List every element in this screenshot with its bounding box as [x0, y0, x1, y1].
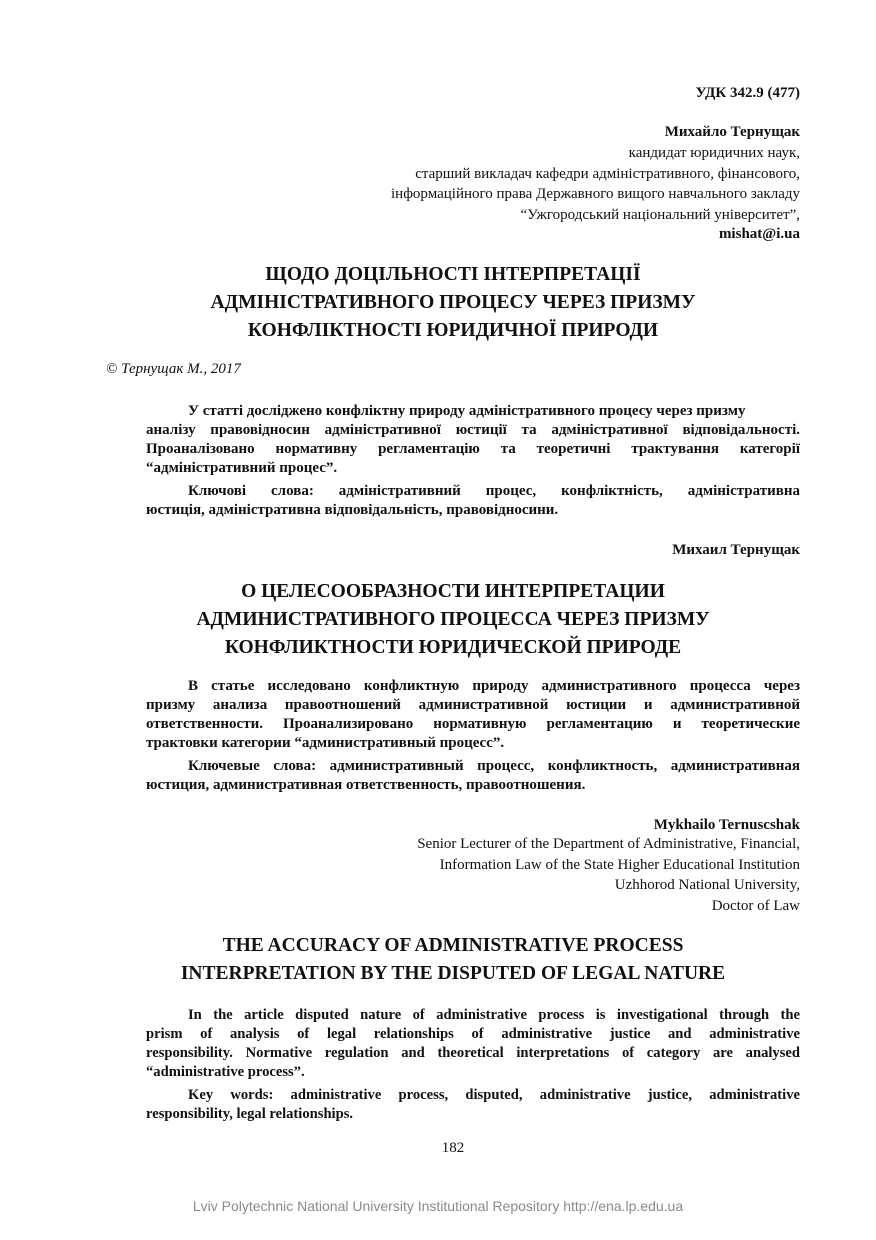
- keywords-line: Ключові слова: адміністративний процес, конфліктність, адміністративна: [188, 483, 800, 499]
- keywords-line: responsibility, legal relationships.: [146, 1106, 354, 1122]
- keywords-en: [146, 1086, 800, 1124]
- abstract-line: “administrative process”.: [146, 1064, 305, 1080]
- keywords-ru: [146, 757, 800, 795]
- article-title-ua: [60, 261, 846, 345]
- title-line: О ЦЕЛЕСООБРАЗНОСТИ ИНТЕРПРЕТАЦИИ: [241, 581, 665, 602]
- abstract-ru: [146, 677, 800, 753]
- abstract-line: трактовки категории “административный процесс”.: [146, 735, 505, 751]
- keywords-line: юстиція, адміністративна відповідальність, правовідносини.: [146, 502, 559, 518]
- author-name-ua: Михайло Тернущак: [664, 124, 800, 140]
- author-name-ru: Михаил Тернущак: [672, 542, 800, 558]
- abstract-line: аналізу правовідносин адміністративної юстиції та адміністративної відповідальності.: [146, 422, 800, 438]
- abstract-line: prism of analysis of legal relationships of administrative justice and administrative: [146, 1026, 800, 1042]
- author-email[interactable]: mishat@i.ua: [718, 226, 800, 242]
- abstract-line: призму анализа правоотношений административной юстиции и административной: [146, 697, 800, 713]
- abstract-line: В статье исследовано конфликтную природу административного процесса через: [188, 678, 800, 694]
- abstract-line: У статті досліджено конфліктну природу адміністративного процесу через призму: [188, 403, 746, 419]
- article-title-en: [60, 932, 846, 988]
- repository-footer[interactable]: Lviv Polytechnic National University Institutional Repository http://ena.lp.edu.ua: [192, 1198, 684, 1214]
- keywords-line: юстиция, административная ответственность, правоотношения.: [146, 777, 586, 793]
- abstract-line: Проаналізовано нормативну регламентацію та теоретичні трактування категорії: [146, 441, 800, 457]
- affiliation-line: кандидат юридичних наук,: [628, 145, 800, 161]
- title-line: АДМІНІСТРАТИВНОГО ПРОЦЕСУ ЧЕРЕЗ ПРИЗМУ: [210, 292, 696, 313]
- copyright-notice: © Тернущак М., 2017: [106, 361, 241, 377]
- abstract-line: responsibility. Normative regulation and theoretical interpretations of category are analysed: [146, 1045, 800, 1061]
- abstract-ua: [146, 402, 800, 478]
- title-line: КОНФЛИКТНОСТИ ЮРИДИЧЕСКОЙ ПРИРОДЕ: [224, 637, 682, 658]
- article-title-ru: [60, 578, 846, 662]
- affiliation-line: Senior Lecturer of the Department of Administrative, Financial,: [417, 836, 800, 852]
- author-affiliation-ua: [391, 144, 800, 225]
- affiliation-line: інформаційного права Державного вищого навчального закладу: [391, 186, 800, 202]
- abstract-line: ответственности. Проанализировано нормативную регламентацию и теоретические: [146, 716, 800, 732]
- keywords-line: Ключевые слова: административный процесс, конфликтность, административная: [188, 758, 800, 774]
- title-line: АДМИНИСТРАТИВНОГО ПРОЦЕССА ЧЕРЕЗ ПРИЗМУ: [196, 609, 710, 630]
- abstract-en: [146, 1006, 800, 1082]
- page-number: 182: [441, 1140, 465, 1156]
- title-line: THE ACCURACY OF ADMINISTRATIVE PROCESS: [222, 935, 684, 956]
- affiliation-line: Doctor of Law: [711, 897, 800, 914]
- author-affiliation-en: [417, 835, 800, 916]
- affiliation-line: Information Law of the State Higher Educational Institution: [439, 856, 800, 873]
- title-line: КОНФЛІКТНОСТІ ЮРИДИЧНОЇ ПРИРОДИ: [247, 320, 659, 341]
- affiliation-line: Uzhhorod National University,: [614, 877, 800, 893]
- title-line: INTERPRETATION BY THE DISPUTED OF LEGAL NATURE: [180, 963, 726, 984]
- keywords-line: Key words: administrative process, disputed, administrative justice, administrative: [188, 1087, 800, 1103]
- title-line: ЩОДО ДОЦІЛЬНОСТІ ІНТЕРПРЕТАЦІЇ: [265, 264, 641, 285]
- abstract-line: In the article disputed nature of administrative process is investigational through the: [188, 1007, 800, 1023]
- affiliation-line: старший викладач кафедри адміністративного, фінансового,: [415, 165, 800, 182]
- keywords-ua: [146, 482, 800, 520]
- author-name-en: Mykhailo Ternuscshak: [653, 817, 800, 833]
- affiliation-line: “Ужгородський національний університет”,: [520, 206, 800, 223]
- udc-code: УДК 342.9 (477): [695, 85, 800, 101]
- abstract-line: “адміністративний процес”.: [146, 460, 338, 476]
